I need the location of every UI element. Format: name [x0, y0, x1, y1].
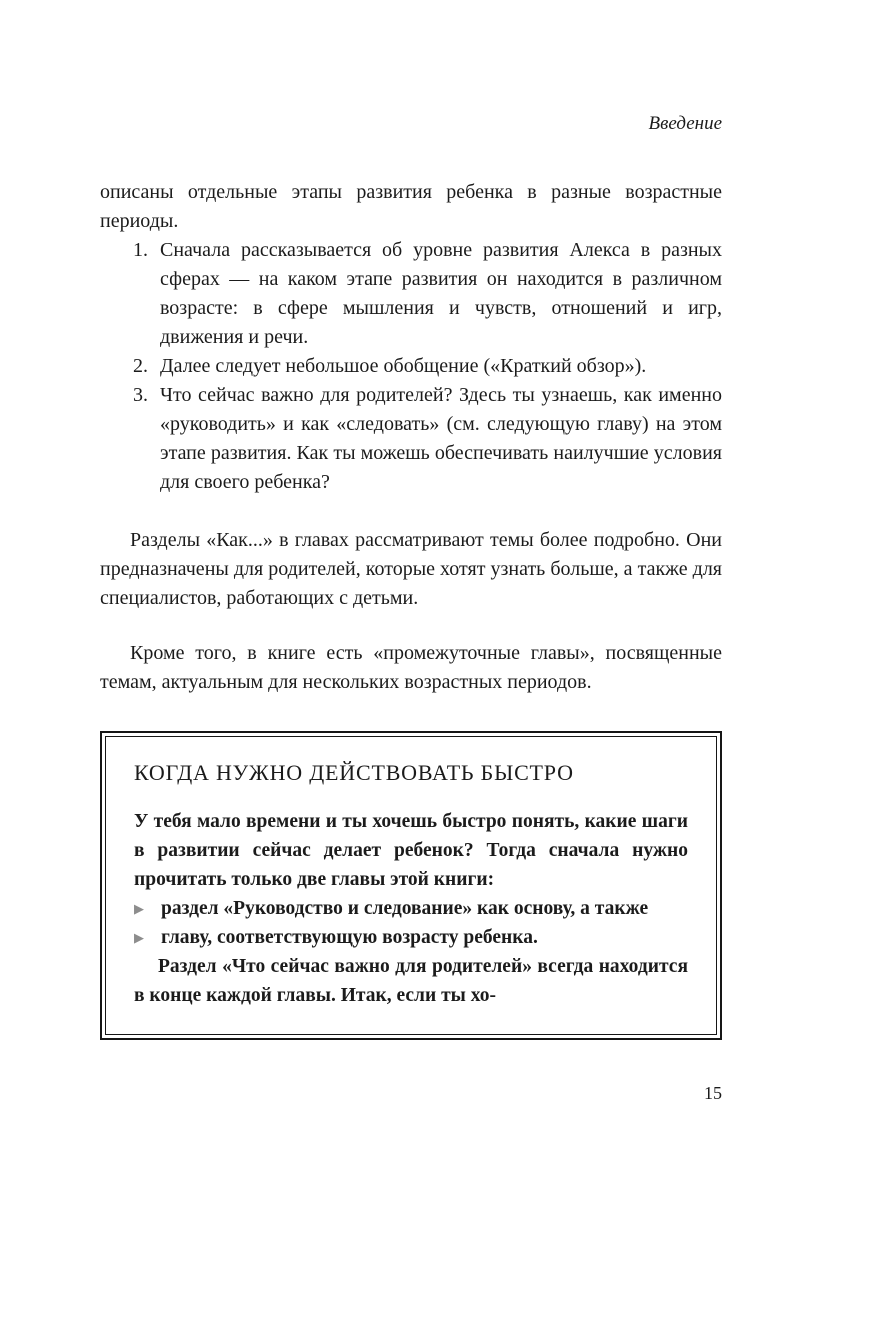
list-item	[100, 381, 722, 497]
callout-box-inner	[105, 736, 717, 1035]
callout-box-title: КОГДА НУЖНО ДЕЙСТВОВАТЬ БЫСТРО	[134, 760, 574, 785]
bullet-triangle-icon: ▶	[134, 930, 144, 945]
list-item	[100, 352, 722, 381]
list-number: 1.	[133, 239, 148, 261]
bullet-triangle-icon: ▶	[134, 901, 144, 916]
page-number: 15	[704, 1083, 722, 1103]
callout-box-body	[134, 807, 688, 1010]
list-text: Далее следует небольшое обобщение («Краткий обзор»).	[160, 355, 647, 377]
callout-intro: У тебя мало времени и ты хочешь быстро понять, какие шаги в развитии сейчас делает ребенок? Тогда сначала нужно прочитать только две главы этой книги:	[134, 811, 688, 890]
callout-bullet	[134, 923, 688, 952]
running-header: Введение	[648, 113, 722, 134]
paragraph: Разделы «Как...» в главах рассматривают темы более подробно. Они предназначены для родителей, которые хотят узнать больше, а также для специалистов, работающих с детьми.	[100, 529, 722, 609]
paragraph: Кроме того, в книге есть «промежуточные главы», посвященные темам, актуальным для нескольких возрастных периодов.	[100, 642, 722, 693]
numbered-list	[100, 236, 722, 497]
callout-bullet-text: главу, соответствующую возрасту ребенка.	[161, 927, 538, 948]
callout-box	[100, 731, 722, 1040]
list-item	[100, 236, 722, 352]
list-text: Что сейчас важно для родителей? Здесь ты узнаешь, как именно «руководить» и как «следовать» (см. следующую главу) на этом этапе развития. Как ты можешь обеспечивать наилучшие условия для своего ребенка?	[160, 384, 722, 493]
list-number: 2.	[133, 355, 148, 377]
list-number: 3.	[133, 384, 148, 406]
list-text: Сначала рассказывается об уровне развития Алекса в разных сферах — на каком этапе развития он находится в различном возрасте: в сфере мышления и чувств, отношений и игр, движения и речи.	[160, 239, 722, 348]
page-body	[100, 178, 722, 1040]
callout-bullet	[134, 894, 688, 923]
paragraph-continuation: описаны отдельные этапы развития ребенка в разные возрастные периоды.	[100, 181, 722, 232]
callout-bullet-text: раздел «Руководство и следование» как основу, а также	[161, 898, 649, 919]
callout-outro: Раздел «Что сейчас важно для родителей» всегда находится в конце каждой главы. Итак, если ты хо-	[134, 956, 688, 1006]
